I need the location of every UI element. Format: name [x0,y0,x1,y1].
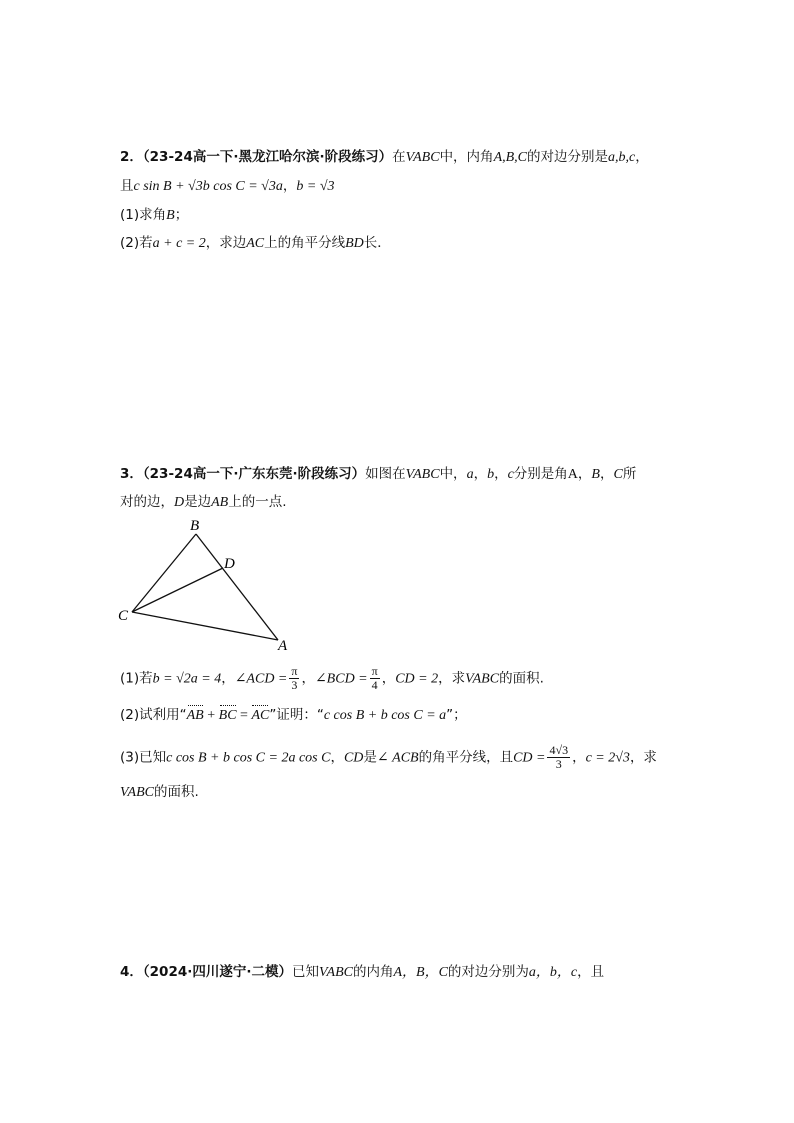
q3-p1-eq: b = √2a = 4 [152,671,222,687]
side-BA [196,534,278,640]
q2-line-1 [120,147,649,168]
q4-text: 的对边分别为 [447,964,529,980]
side-CA [132,612,278,640]
q3-p2-plus: + [203,708,219,723]
q3-part-1 [120,665,544,692]
q3-p2-eq: = [236,708,252,723]
q3-p3-expr: c cos B + b cos C = 2a cos C [166,750,331,766]
triangle-figure [110,512,300,654]
q3-part-3-cont [120,782,199,803]
q3-a: a [466,467,474,482]
q3-p3-acb: ∠ ACB [376,750,419,766]
frac-den: 4 [371,678,378,692]
vector-AB: AB [187,706,204,726]
q3-A: A [567,467,578,482]
q2-b-value: b = √3 [296,179,335,194]
q3-B: B [591,467,600,482]
fraction-pi-4 [370,665,380,692]
label-A: A [278,638,288,654]
q2-text: 中，内角 [439,149,494,165]
q2-text: ， [635,149,649,165]
q2-p2-text: (2)若 [120,235,153,251]
q3-sep: ， [599,466,614,482]
q2-number: 2． [120,149,143,165]
q2-p2-text: 上的角平分线 [264,235,346,251]
segment-CD [132,568,223,612]
q3-p3-sep: ， [572,749,586,766]
q3-text: 分别是角 [513,466,568,482]
fraction-4sqrt3-3 [547,744,570,771]
q4-source: （2024·四川遂宁·二模） [142,964,292,980]
frac-den: 3 [555,757,562,771]
q2-p2-text: 长． [363,235,391,251]
q2-text: 的对边分别是 [527,149,609,165]
q4-text: ，且 [577,964,605,980]
frac-num: 4√3 [549,743,569,757]
q3-line-2 [120,492,287,513]
q2-sides: a,b,c [608,150,636,165]
q2-p1-text: (1)求角 [120,207,167,223]
q2-part-1 [120,205,188,226]
label-B: B [190,518,200,534]
q2-p1-var: B [166,208,175,223]
q3-p2-text: ”证明：“ [269,707,324,723]
frac-num: π [371,664,378,678]
q2-line-2 [120,176,335,197]
q3-part-2 [120,705,467,726]
frac-den: 3 [291,678,298,692]
q3-sep: ， [577,466,592,482]
q4-text: 的内角 [352,964,394,980]
q3-text: 上的一点. [228,494,287,510]
q3-p3-tri: VABC [120,785,154,800]
q3-p3-text: (3)已知 [120,749,167,766]
q2-part-2 [120,233,391,254]
q3-p2-expr: c cos B + b cos C = a [323,708,447,723]
q2-p2-bd: BD [345,236,364,251]
label-C: C [118,608,129,624]
q3-p1-bcd: ∠BCD = [314,671,368,687]
fraction-pi-3 [289,665,299,692]
q3-C: C [613,467,623,482]
q3-p1-cd: CD = 2 [395,671,439,687]
q3-text: 如图在 [365,466,406,482]
q4-text: 已知 [292,964,319,980]
q3-c: c [507,467,514,482]
q3-p3-text: 是 [363,749,377,766]
vector-BC: BC [219,706,237,726]
q3-p1-sep: ， [381,670,396,687]
q4-number: 4． [120,964,143,980]
q3-p3-cd: CD [343,750,364,766]
q3-p3-text: 的角平分线，且 [418,749,514,766]
q3-number: 3． [120,466,143,482]
q3-text: 所 [622,466,637,482]
q3-text: 中， [439,466,467,482]
q3-AB: AB [211,495,229,510]
side-CB [132,534,196,612]
q3-p1-text: 的面积. [499,670,544,687]
q3-p3-text: 的面积. [153,784,199,800]
q3-p1-sep: ， [221,670,235,687]
q3-p3-text: ，求 [629,749,657,766]
vector-AC: AC [251,706,269,726]
q3-sep: ， [494,466,508,482]
q2-text: 在 [392,149,406,165]
q2-p2-ac: AC [246,236,265,251]
q3-p3-sep: ， [330,749,344,766]
q2-source: （23-24高一下·黑龙江哈尔滨·阶段练习） [142,149,393,165]
q3-part-3 [120,744,657,771]
q3-p3-cdeq: CD = [513,750,546,766]
q2-equation: c sin B + √3b cos C = √3a [133,179,283,194]
q2-p2-text: ，求边 [205,235,247,251]
q3-b: b [487,467,495,482]
q3-p1-acd: ∠ACD = [234,671,288,687]
q2-p2-eq: a + c = 2 [152,236,206,251]
q3-p1-tri: VABC [465,671,500,687]
q3-text: 对的边， [120,494,174,510]
q3-p2-text: ”； [446,707,467,723]
q3-p1-text: (1)若 [120,670,153,687]
q3-p3-ceq: c = 2√3 [585,750,630,766]
q4-triangle: VABC [319,965,353,980]
q3-p1-text: ，求 [438,670,466,687]
q2-text: ， [282,178,297,194]
q4-angles: A，B，C [393,965,448,980]
q3-sep: ， [473,466,488,482]
q3-triangle: VABC [405,467,440,482]
q3-p1-sep: ， [301,670,315,687]
q3-source: （23-24高一下·广东东莞·阶段练习） [142,466,366,482]
q2-p1-end: ； [174,207,189,223]
q3-p2-text: (2)试利用“ [120,707,187,723]
label-D: D [224,556,235,572]
q3-D: D [174,495,185,510]
q2-angles: A,B,C [493,150,528,165]
q3-line-1 [120,464,636,485]
q4-line-1 [120,962,604,983]
frac-num: π [291,664,298,678]
q4-sides: a，b，c [528,965,578,980]
q2-text: 且 [120,178,134,194]
q2-triangle: VABC [405,150,440,165]
q3-text: 是边 [184,494,212,510]
